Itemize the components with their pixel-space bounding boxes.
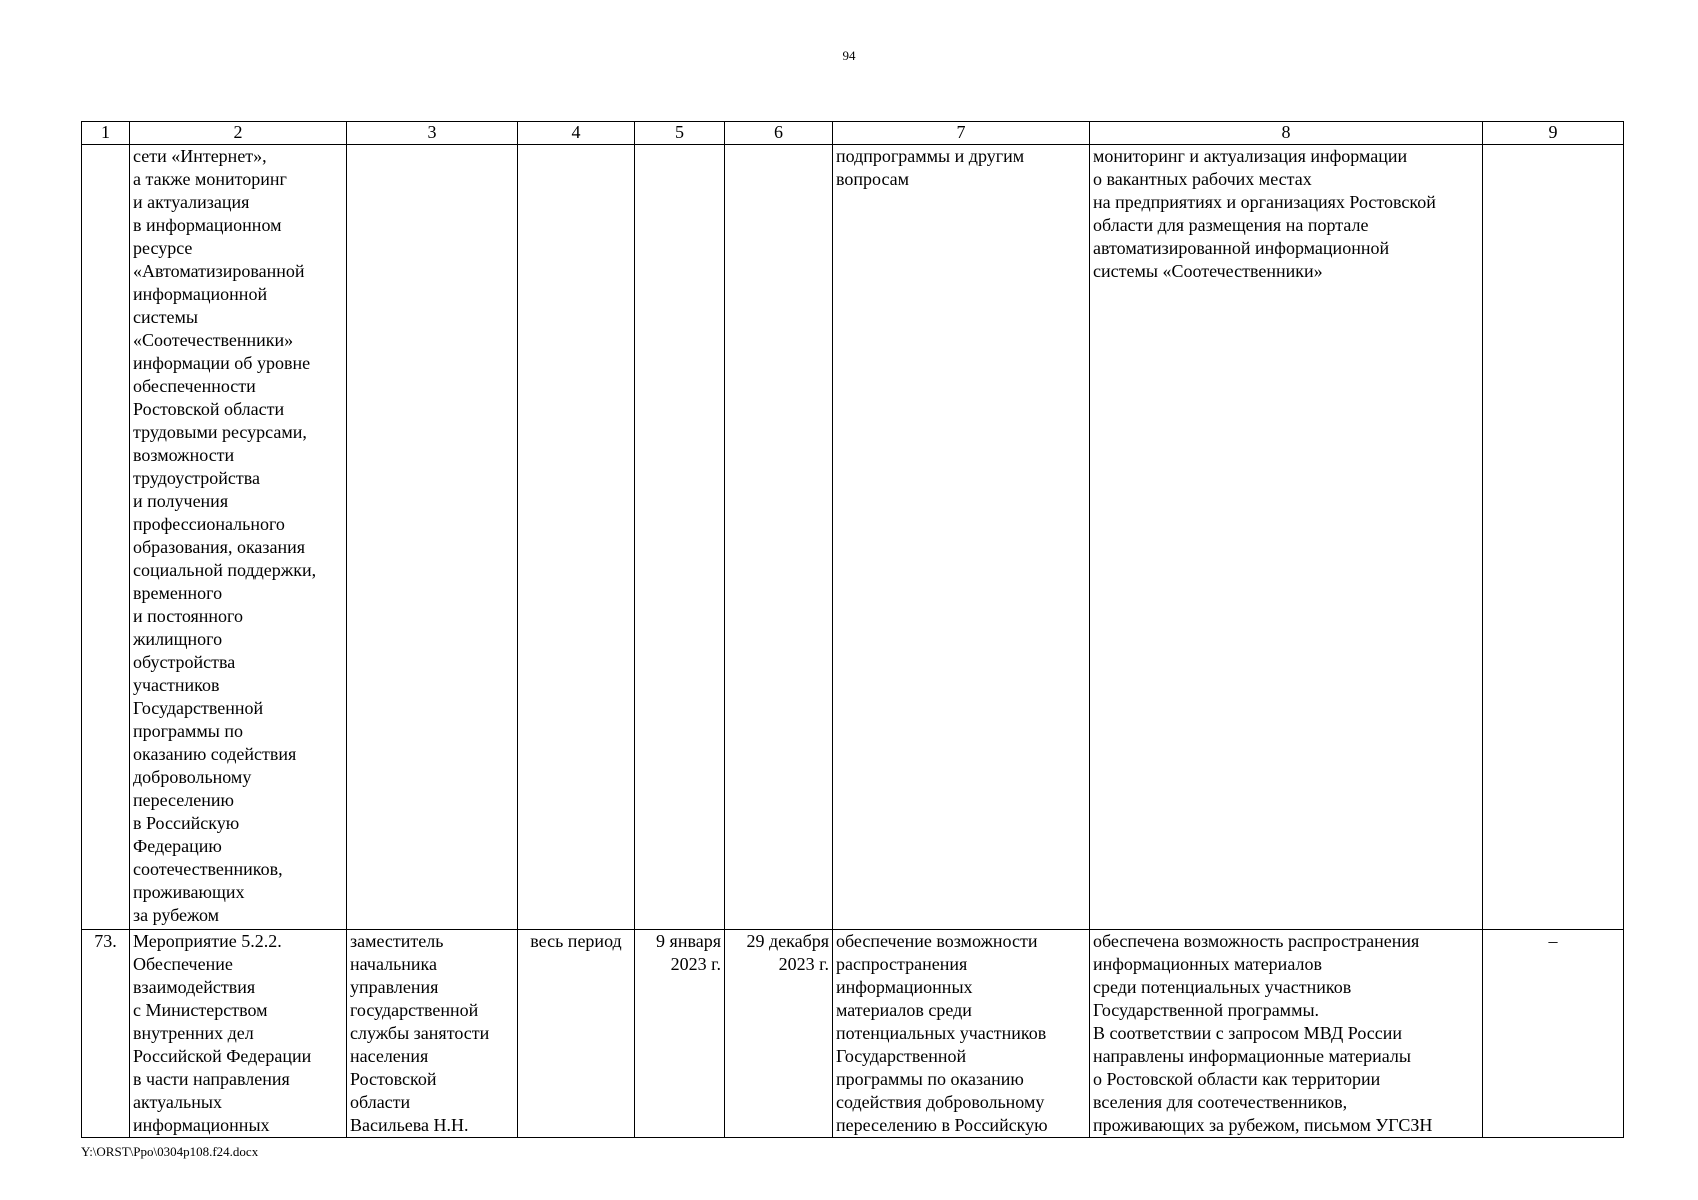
cell-text-line: с Министерством xyxy=(133,1000,268,1020)
cell-text-line: проживающих за рубежом, письмом УГСЗН xyxy=(1093,1115,1433,1135)
activity-name-cell xyxy=(130,930,347,1138)
cell-text-line: потенциальных участников xyxy=(836,1023,1047,1043)
cell-text-line: начальника xyxy=(350,954,438,974)
cell-text-line: направлены информационные материалы xyxy=(1093,1046,1411,1066)
cell-text-line: службы занятости xyxy=(350,1023,490,1043)
cell-text-line: за рубежом xyxy=(133,905,220,925)
cell-text-line: и постоянного xyxy=(133,606,243,626)
cell-text-line: социальной поддержки, xyxy=(133,560,317,580)
cell-text-line: проживающих xyxy=(133,882,245,902)
cell-text-line: обеспечение возможности xyxy=(836,931,1038,951)
cell-text-line: информационных материалов xyxy=(1093,954,1322,974)
cell-text-line: и актуализация xyxy=(133,192,250,212)
table-row-continued xyxy=(82,145,1624,930)
cell-text-line: «Соотечественники» xyxy=(133,330,294,350)
cell-text-line: трудоустройства xyxy=(133,468,261,488)
column-header: 2 xyxy=(130,122,347,145)
cell-text-line: Государственной xyxy=(836,1046,967,1066)
cell-text-line: взаимодействия xyxy=(133,977,256,997)
column-header: 7 xyxy=(833,122,1090,145)
period-cell: весь период xyxy=(518,930,635,1138)
cell-text-line: обустройства xyxy=(133,652,236,672)
cell-text-line: распространения xyxy=(836,954,968,974)
cell-text-line: трудовыми ресурсами, xyxy=(133,422,307,442)
cell-text-line: Государственной xyxy=(133,698,264,718)
activity-name-cell xyxy=(130,145,347,930)
cell-text-line: в информационном xyxy=(133,215,282,235)
column-header: 8 xyxy=(1090,122,1483,145)
start-date-cell xyxy=(635,145,725,930)
cell-text-line: мониторинг и актуализация информации xyxy=(1093,146,1408,166)
column-header: 6 xyxy=(725,122,833,145)
cell-text-line: временного xyxy=(133,583,223,603)
column-header: 3 xyxy=(347,122,518,145)
cell-text-line: заместитель xyxy=(350,931,444,951)
page-number: 94 xyxy=(842,48,856,63)
cell-text-line: информационных xyxy=(836,977,973,997)
table-row-73 xyxy=(82,930,1624,1138)
notes-cell: – xyxy=(1483,930,1624,1138)
actual-result-cell xyxy=(1090,930,1483,1138)
cell-text-line: профессионального xyxy=(133,514,285,534)
cell-text-line: Государственной программы. xyxy=(1093,1000,1320,1020)
end-date-cell xyxy=(725,145,833,930)
cell-text-line: 2023 г. xyxy=(778,954,829,974)
cell-text-line: информационной xyxy=(133,284,268,304)
cell-text-line: образования, оказания xyxy=(133,537,306,557)
cell-text-line: и получения xyxy=(133,491,229,511)
cell-text-line: сети «Интернет», xyxy=(133,146,267,166)
cell-text-line: в части направления xyxy=(133,1069,290,1089)
cell-text-line: соотечественников, xyxy=(133,859,283,879)
cell-text-line: жилищного xyxy=(133,629,223,649)
cell-text-line: системы xyxy=(133,307,198,327)
cell-text-line: на предприятиях и организациях Ростовской xyxy=(1093,192,1436,212)
cell-text-line: Васильева Н.Н. xyxy=(350,1115,469,1135)
cell-text-line: автоматизированной информационной xyxy=(1093,238,1390,258)
cell-text-line: государственной xyxy=(350,1000,479,1020)
cell-text-line: актуальных xyxy=(133,1092,222,1112)
cell-text-line: участников xyxy=(133,675,220,695)
cell-text-line: добровольному xyxy=(133,767,252,787)
cell-text-line: вселения для соотечественников, xyxy=(1093,1092,1348,1112)
cell-text-line: области для размещения на портале xyxy=(1093,215,1369,235)
period-cell xyxy=(518,145,635,930)
cell-text-line: программы по оказанию xyxy=(836,1069,1024,1089)
responsible-cell xyxy=(347,145,518,930)
cell-text-line: среди потенциальных участников xyxy=(1093,977,1352,997)
cell-text-line: системы «Соотечественники» xyxy=(1093,261,1323,281)
end-date-cell xyxy=(725,930,833,1138)
cell-text-line: материалов среди xyxy=(836,1000,972,1020)
cell-text-line: возможности xyxy=(133,445,235,465)
actual-result-cell xyxy=(1090,145,1483,930)
cell-text-line: содействия добровольному xyxy=(836,1092,1045,1112)
cell-text-line: о вакантных рабочих местах xyxy=(1093,169,1312,189)
cell-text-line: Обеспечение xyxy=(133,954,233,974)
cell-text-line: В соответствии с запросом МВД России xyxy=(1093,1023,1403,1043)
cell-text-line: внутренних дел xyxy=(133,1023,254,1043)
cell-text-line: 9 января xyxy=(656,931,721,951)
start-date-cell xyxy=(635,930,725,1138)
cell-text-line: переселению xyxy=(133,790,234,810)
cell-text-line: управления xyxy=(350,977,439,997)
row-number-cell: 73. xyxy=(82,930,130,1138)
column-number-header-row xyxy=(82,122,1624,145)
cell-text-line: оказанию содействия xyxy=(133,744,297,764)
column-header: 4 xyxy=(518,122,635,145)
responsible-cell xyxy=(347,930,518,1138)
cell-text-line: вопросам xyxy=(836,169,910,189)
cell-text-line: Ростовской xyxy=(350,1069,437,1089)
cell-text-line: области xyxy=(350,1092,411,1112)
cell-text-line: Ростовской области xyxy=(133,399,285,419)
column-header: 5 xyxy=(635,122,725,145)
cell-text-line: в Российскую xyxy=(133,813,240,833)
cell-text-line: Российской Федерации xyxy=(133,1046,312,1066)
footer-file-path: Y:\ORST\Ppo\0304p108.f24.docx xyxy=(81,1144,259,1159)
cell-text-line: 29 декабря xyxy=(746,931,829,951)
cell-text-line: обеспечена возможность распространения xyxy=(1093,931,1420,951)
cell-text-line: информационных xyxy=(133,1115,270,1135)
cell-text-line: ресурсе xyxy=(133,238,193,258)
cell-text-line: 2023 г. xyxy=(670,954,721,974)
cell-text-line: обеспеченности xyxy=(133,376,256,396)
column-header: 1 xyxy=(82,122,130,145)
cell-text-line: населения xyxy=(350,1046,429,1066)
column-header: 9 xyxy=(1483,122,1624,145)
expected-result-cell xyxy=(833,145,1090,930)
notes-cell xyxy=(1483,145,1624,930)
cell-text-line: Мероприятие 5.2.2. xyxy=(133,931,282,951)
row-number-cell xyxy=(82,145,130,930)
cell-text-line: а также мониторинг xyxy=(133,169,287,189)
cell-text-line: о Ростовской области как территории xyxy=(1093,1069,1381,1089)
cell-text-line: Федерацию xyxy=(133,836,222,856)
cell-text-line: «Автоматизированной xyxy=(133,261,305,281)
cell-text-line: подпрограммы и другим xyxy=(836,146,1025,166)
cell-text-line: переселению в Российскую xyxy=(836,1115,1048,1135)
expected-result-cell xyxy=(833,930,1090,1138)
cell-text-line: информации об уровне xyxy=(133,353,311,373)
cell-text-line: программы по xyxy=(133,721,244,741)
activities-table xyxy=(81,121,1624,1138)
